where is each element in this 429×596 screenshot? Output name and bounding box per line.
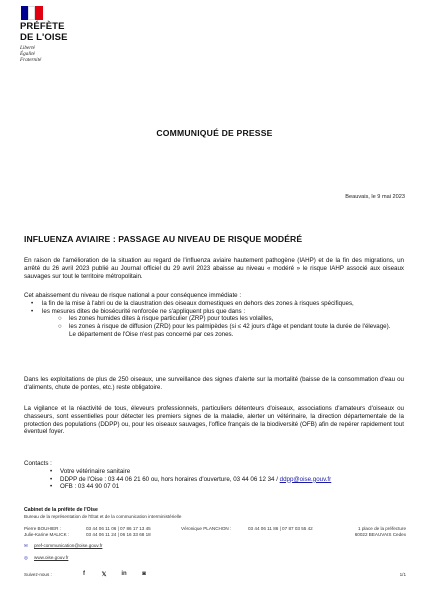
motto-fraternite: Fraternité [20,57,42,63]
headline: INFLUENZA AVIAIRE : PASSAGE AU NIVEAU DE RISQUE MODÉRÉ [24,234,303,244]
prefecture-name-line1: PRÉFÈTE [20,21,65,32]
prefecture-logo [20,6,100,63]
contact-ofb: OFB : 03 44 90 07 01 [60,483,120,491]
footer-contact-row [24,532,406,538]
sub-bullet-text: les zones à risque de diffusion (ZRD) pour les palmipèdes (si ≤ 42 jours d'âge et pendant toute la durée de l'élevage). [69,323,391,331]
list-item [24,308,404,316]
contact-ddpp: DDPP de l'Oise : 03 44 06 21 60 ou, hors horaires d'ouverture, 03 44 06 12 34 / [60,475,280,483]
linkedin-icon[interactable]: in [121,571,127,577]
oise-note: Le département de l'Oise n'est pas concerné par ces zones. [69,330,234,338]
document-type-title: COMMUNIQUÉ DE PRESSE [156,128,273,138]
list-item [24,483,404,491]
footer [24,508,406,561]
sub-list-item [24,315,404,323]
footer-bureau: Bureau de la représentation de l'État et de la communication interministérielle [24,513,182,519]
motto-egalite: Égalité [20,51,35,57]
ddpp-email-link[interactable]: ddpp@oise.gouv.fr [279,475,332,483]
bullet-icon: • [31,299,34,307]
prefecture-name-line2: DE L'OISE [20,31,68,43]
consequence-intro: Cet abaissement du niveau de risque national a pour conséquence immédiate : [24,292,242,299]
globe-icon: ◎ [24,555,29,561]
footer-contact-phones: 03 44 06 11 06 | 07 86 17 13 45 [86,526,151,532]
footer-address-line2: 60022 BEAUVAIS Cedex [354,532,406,538]
follow-label: Suivez-nous : [24,572,52,577]
circle-bullet-icon: ○ [58,323,62,331]
bullet-icon: • [50,475,53,483]
footer-office: Cabinet de la préfète de l'Oise [24,507,98,513]
republic-motto [20,45,100,63]
list-item [24,300,404,308]
footer-address-line1: 1 place de la préfecture [357,526,406,532]
surveillance-paragraph: Dans les exploitations de plus de 250 oiseaux, une surveillance des signes d'alerte sur la mortalité (baisse de la consommation d'eau ou d'aliments, chute de pontes, etc.) reste obligatoire. [24,376,404,391]
consequences-block [24,292,404,339]
footer-email-row [24,543,406,549]
bullet-text: la fin de la mise à l'abri ou de la claustration des oiseaux domestiques en dehors des zones à risques spécifiques, [42,299,354,307]
bullet-icon: • [50,467,53,475]
footer-contact-name: Pierre BOUHIER : [24,526,62,532]
social-bar [24,570,406,580]
contact-vet: Votre vétérinaire sanitaire [60,467,131,475]
footer-website-link[interactable]: www.oise.gouv.fr [34,555,69,561]
intro-paragraph: En raison de l'amélioration de la situation au regard de l'influenza aviaire hautement pathogène (IAHP) et de la fin des migrations, un arrêté du 26 avril 2023 publié au Journal officiel du 29 avril 2023 abaisse au niveau « modéré » le risque IAHP associé aux oiseaux sauvages sur tout le territoire métropolitain. [24,257,404,280]
instagram-icon[interactable]: ◙ [142,571,146,577]
list-item [24,468,404,476]
prefecture-name [20,22,100,43]
bullet-icon: • [50,483,53,491]
sub-list-item [24,323,404,331]
vigilance-paragraph: La vigilance et la réactivité de tous, éleveurs professionnels, particuliers détenteurs d'oiseaux, associations d'amateurs d'oiseaux ou chasseurs, sont essentielles pour détecter les premiers signes de la maladie, alerter un vétérinaire, la direction départementale de la protection des populations (DDPP) ou, pour les oiseaux sauvages, l'office français de la biodiversité (OFB) afin de repérer rapidement tout éventuel foyer. [24,405,404,436]
contacts-title: Contacts : [24,460,52,467]
footer-website-row [24,555,406,561]
list-item [24,476,404,484]
marianne-flag-icon [21,6,43,20]
page-number: 1/1 [399,572,406,577]
footer-contact-phones: 03 44 06 11 86 | 07 87 03 55 42 [248,526,313,532]
envelope-icon: ✉ [24,543,28,549]
bullet-text: les mesures dites de biosécurité renforcée ne s'appliquent plus que dans : [42,307,246,315]
bullet-icon: • [31,307,34,315]
sub-bullet-text: les zones humides dites à risque particulier (ZRP) pour toutes les volailles, [69,315,274,323]
footer-contact-name: Véronique PLANCHON : [181,526,232,532]
footer-contact-phones: 03 44 06 11 24 | 06 16 33 68 18 [86,532,151,538]
footer-email-link[interactable]: pref-communication@oise.gouv.fr [34,543,103,549]
motto-liberte: Liberté [20,45,35,51]
circle-bullet-icon: ○ [58,315,62,323]
footer-contact-name: Julie-Karine MALICK : [24,532,70,538]
contacts-block [24,460,404,491]
date-line: Beauvais, le 9 mai 2023 [345,194,405,200]
facebook-icon[interactable]: f [83,571,85,577]
twitter-icon[interactable]: 𝕏 [101,571,107,578]
